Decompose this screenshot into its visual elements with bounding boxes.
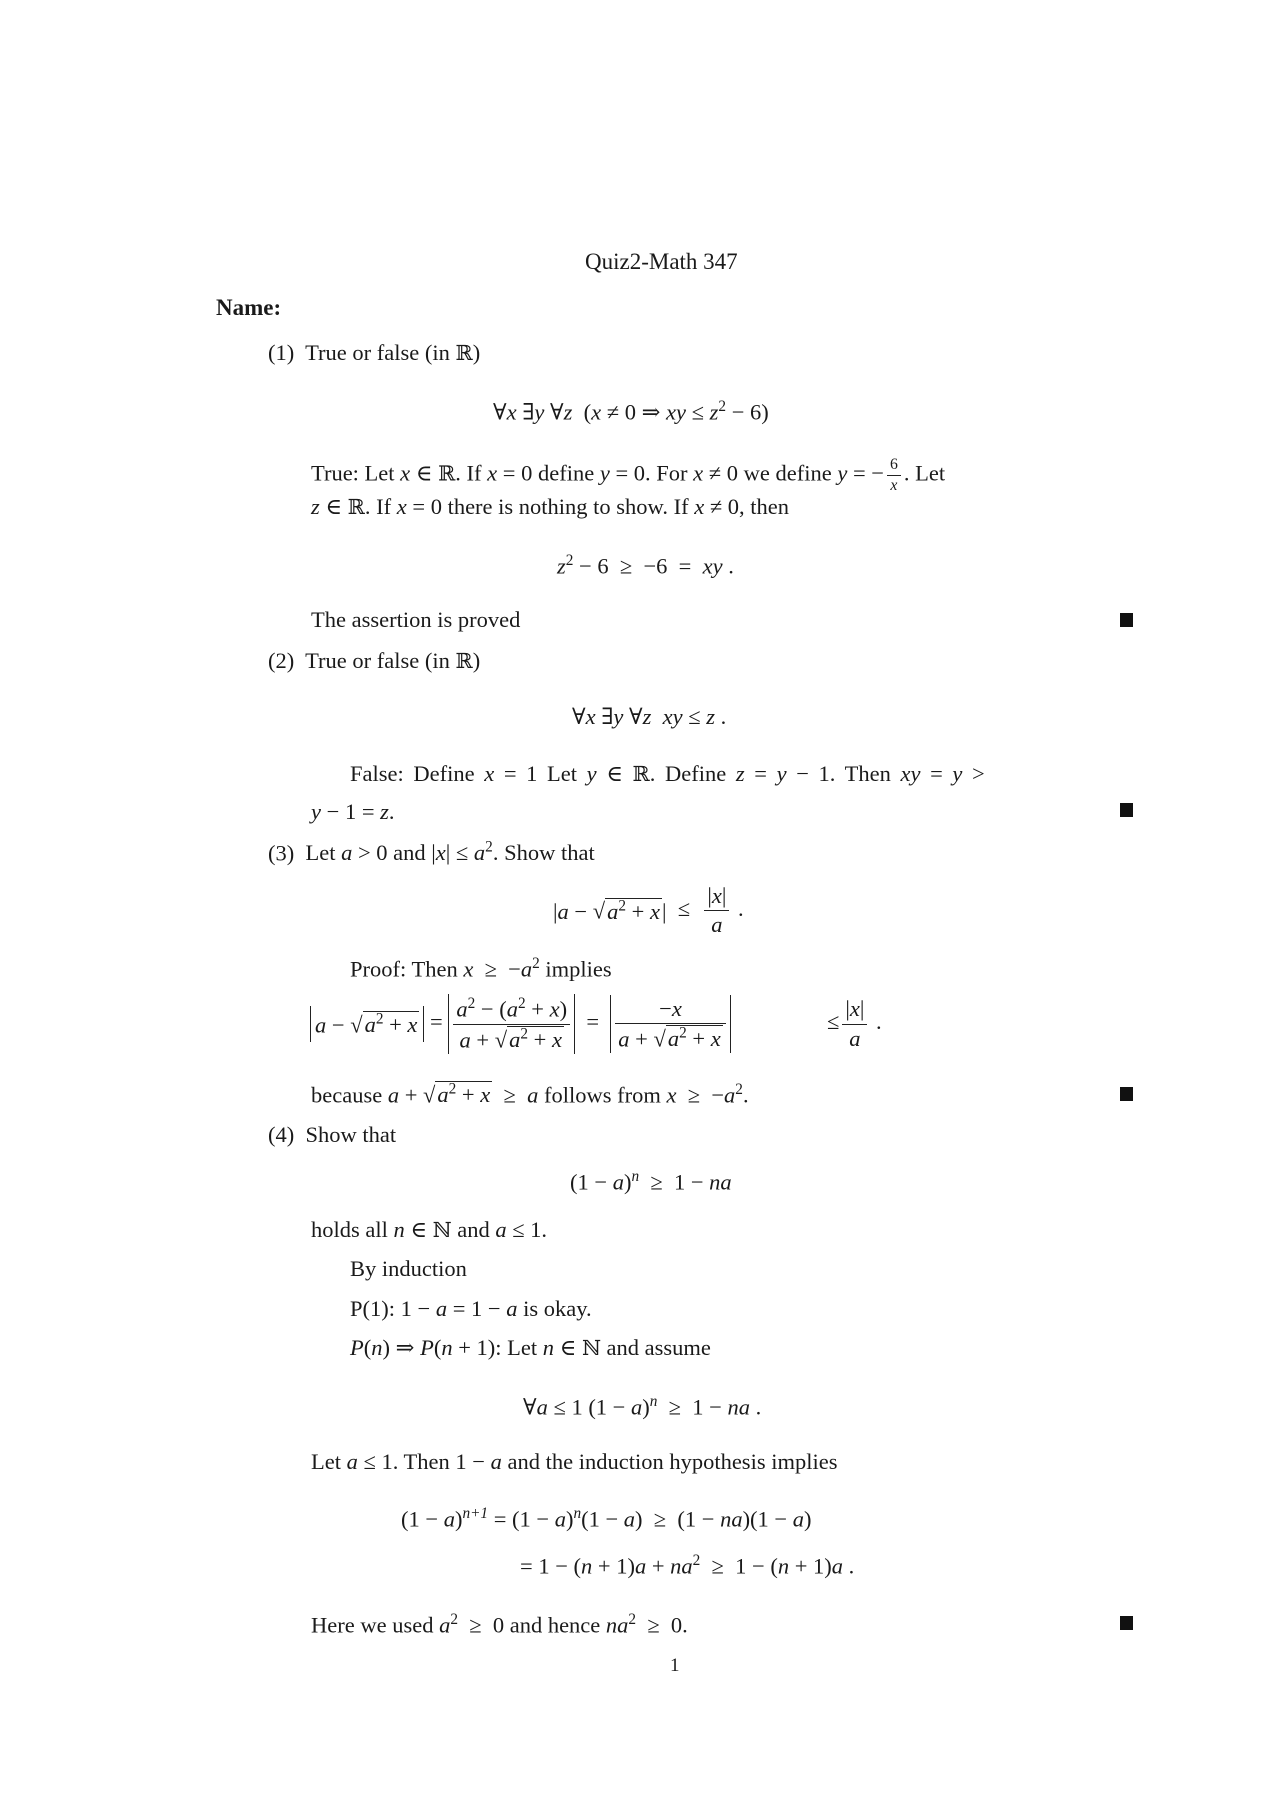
qed-square-icon [1120,1616,1133,1630]
document-title: Quiz2-Math 347 [585,249,738,274]
problem-3-formula: $|a - √a^2 + x|$ ≤ $\frac{|x|}{a}$ . [553,883,744,938]
problem-3-display: $a - √a^2 + x$ = $\frac{a^2 - (a^2 + x)}{a + √a^2 + x}$ = $\frac{-x}{a + √a^2 + x}$ ≤ $\frac{|x|}{a}$ . [310,994,882,1054]
problem-4-proof-line-1: By induction [350,1256,467,1281]
problem-1-display: $z^2 - 6 \ge -6$ = xy . [557,552,734,579]
problem-4-step-intro: Let a ≤ 1. Then 1 − a and the induction hypothesis implies [311,1449,838,1474]
problem-4-proof-line-3: P(n) ⇒ P(n + 1): Let n ∈ ℕ and assume [350,1335,711,1360]
problem-3-proof-intro: Proof: Then $x \ge -a^2$ implies [350,955,612,982]
problem-2-answer-line-2: y − 1 = z. [311,799,395,824]
problem-2-statement: (2) True or false (in ℝ) [268,648,481,673]
problem-1-conclusion: The assertion is proved [311,607,521,632]
qed-square-icon [1120,613,1133,627]
problem-1-statement: (1) True or false (in ℝ) [268,340,481,365]
problem-4-proof-line-2: P(1): 1 − a = 1 − a is okay. [350,1296,592,1321]
problem-4-label: (4) [268,1122,295,1147]
problem-2-answer-line-1: False: Define x = 1 Let y ∈ ℝ. Define z = y − 1. Then xy = y > [350,761,985,786]
problem-3-conclusion: because $a + √a^2 + x \ge a$ follows from $x \ge -a^2$. [311,1081,749,1108]
problem-4-after-formula: holds all n ∈ ℕ and a ≤ 1. [311,1217,548,1242]
problem-2-label: (2) [268,648,295,673]
problem-1-formula: ∀x ∃y ∀z (x ≠ 0 ⇒ xy ≤ $z^2 - 6$) [493,398,769,425]
problem-4-display-line-2: = $1 - (n + 1)a + na^2 \ge 1 - (n + 1)a$ . [520,1552,855,1579]
name-label: Name: [216,295,282,320]
page-number: 1 [670,1655,680,1676]
qed-square-icon [1120,1087,1133,1101]
problem-4-hypothesis: ∀a ≤ 1 $(1 - a)^n \ge 1$ − na . [523,1393,762,1420]
problem-4-display-line-1: $(1 - a)^{n+1} = (1 - a)^n(1 - a) \ge (1 - na)(1 - a)$ [401,1505,812,1532]
problem-3-label: (3) [268,840,295,866]
problem-3-statement: (3) Let a > 0 and $|x| \le a^2$. Show that [268,839,595,866]
problem-4-statement: (4) Show that [268,1122,397,1147]
problem-4-conclusion: Here we used $a^2 \ge 0$ and hence $na^2 \ge 0$. [311,1611,688,1638]
problem-1-answer-line-2: z ∈ ℝ. If x = 0 there is nothing to show. If x ≠ 0, then [311,494,790,519]
qed-square-icon [1120,803,1133,817]
problem-1-label: (1) [268,340,295,365]
problem-2-formula: ∀x ∃y ∀z xy ≤ z . [572,704,727,729]
problem-4-formula: $(1 - a)^n \ge 1$ − na [570,1168,732,1195]
problem-1-answer-line-1: True: Let x ∈ ℝ. If x = 0 define y = 0. For x ≠ 0 we define y = − $\frac{6}{x}$ . Let [311,456,946,494]
